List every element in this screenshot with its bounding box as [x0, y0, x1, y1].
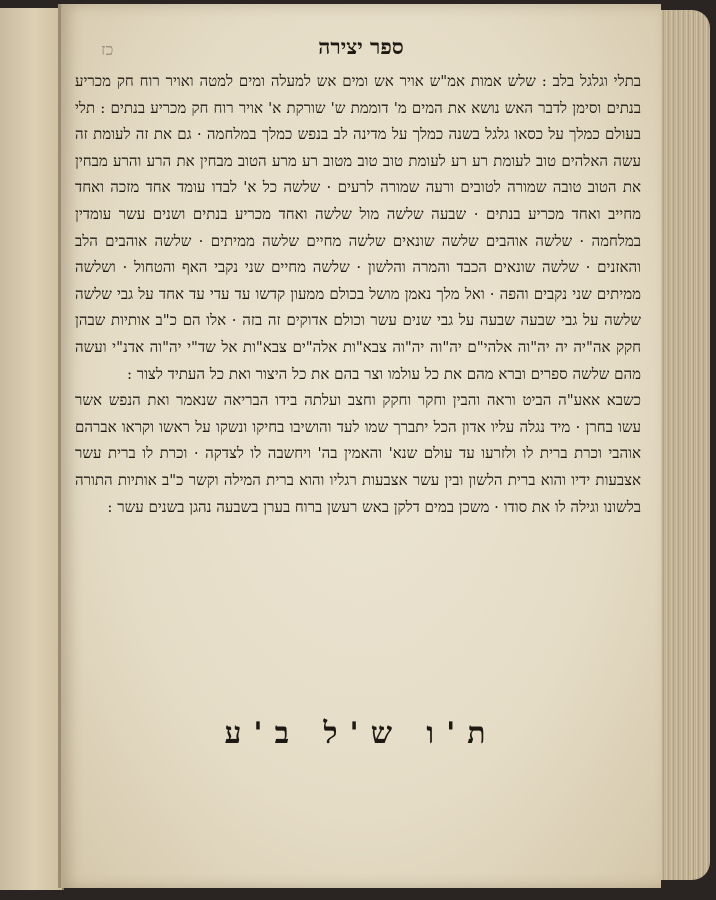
paragraph-2: כשבא אאע"ה הביט וראה והבין וחקר וחקק וחצב ועלתה בידו הבריאה שנאמר ואת הנפש אשר עשו בחרן · מיד נגלה עליו אדון הכל יתברך שמו לעד והושיבו בחיקו ונשקו על ראשו וקראו אברהם אוהבי וכרת ברית לו ולזרעו עד עולם שנא' והאמין בה' ויחשבה לו לצדקה · וכרת לו ברית עשר אצבעות ידיו והוא ברית הלשון ובין עשר אצבעות רגליו והוא ברית המילה וקשר כ"ב אותיות התורה בלשונו וגילה לו את סודו · משכן במים דלקן באש רעשן ברוח בערן בשבעה נהגן בשנים עשר :: [75, 391, 641, 516]
page-title: ספר יצירה: [318, 34, 404, 59]
book-page: [58, 4, 661, 888]
main-text: [75, 68, 641, 520]
paragraph-1: בתלי וגלגל בלב : שלש אמות אמ"ש אויר אש ומים אש למעלה ומים למטה ואויר רוח חק מכריע בנתים וסימן לדבר האש נושא את המים מ' דוממת ש' שורקת א' אויר רוח חק מכריע בנתים : תלי בעולם כמלך על כסאו גלגל בשנה כמלך על מדינה לב בנפש כמלך במלחמה · גם את זה לעומת זה עשה האלהים טוב לעומת רע רע לעומת טוב טוב מטוב רע מרע הטוב מבחין את הרע והרע מבחין את הטוב טובה שמורה לטובים ורעה שמורה לרעים · שלשה כל א' לבדו עומד אחד מזכה ואחד מחייב ואחד מכריע בנתים · שבעה שלשה מול שלשה ואחד מכריע בנתים ושנים עשר עומדין במלחמה · שלשה אוהבים שלשה שונאים שלשה מחיים שלשה ממיתים · שלשה אוהבים הלב והאזנים · שלשה שונאים הכבד והמרה והלשון · שלשה מחיים שני נקבי האף והטחול · ושלשה ממיתים שני נקבים והפה · ואל מלך נאמן מושל בכולם ממעון קדשו עד עדי עד אחד על גבי שלשה שלשה על גבי שבעה שבעה על גבי שנים עשר וכולם אדוקים זה בזה · אלו הם כ"ב אותיות שבהן חקק אה"יה יה יה"וה אלהי"ם יה"וה יה"וה צבא"ות אלה"ים צבא"ות אל שד"י יה"וה אדנ"י ועשה מהם שלשה ספרים וברא מהם את כל עולמו וצר בהם את כל היצור ואת כל העתיד לצור :: [75, 72, 641, 383]
left-page-edge: [0, 8, 64, 890]
colophon: ת'ו ש'ל ב'ע: [224, 716, 498, 751]
page-number: כז: [101, 40, 114, 59]
